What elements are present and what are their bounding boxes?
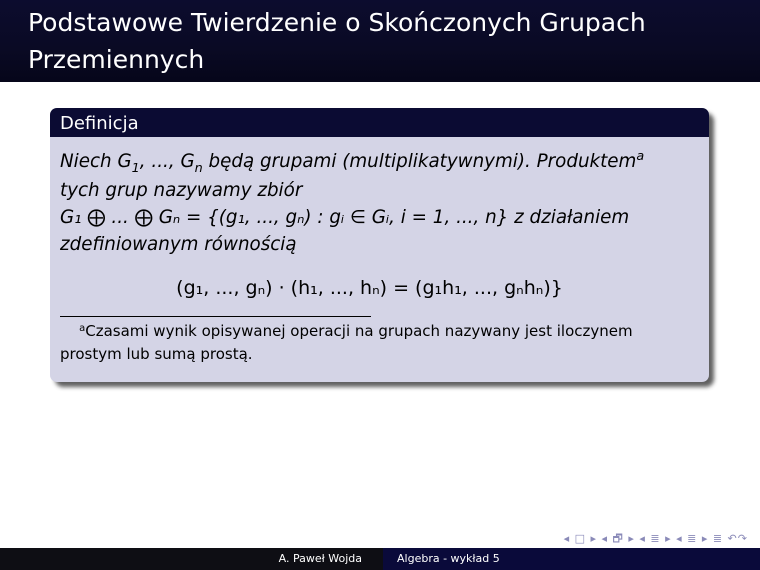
- definition-line-2: tych grup nazywamy zbiór: [60, 180, 303, 202]
- footnote-mark: a: [79, 323, 86, 335]
- block-body: [50, 137, 709, 366]
- footer-author: A. Paweł Wojda: [278, 552, 362, 565]
- footer-title-box: [383, 548, 760, 570]
- footnote: [60, 320, 699, 366]
- block-frame: [50, 108, 709, 382]
- text-niech-g: Niech G: [60, 151, 132, 173]
- beamer-navigation-icons[interactable]: ◂ □ ▸ ◂ 🗗 ▸ ◂ ≣ ▸ ◂ ≣ ▸ ≣ ↶↷: [563, 532, 748, 545]
- footnote-rule: [60, 316, 371, 317]
- footnote-text: Czasami wynik opisywanej operacji na grupach nazywany jest iloczynem prostym lub sumą prostą.: [60, 322, 633, 364]
- slide-title: Podstawowe Twierdzenie o Skończonych Grupach Przemiennych: [28, 8, 646, 74]
- text-dots-g: , ..., G: [139, 151, 195, 173]
- footer-bar: [0, 548, 760, 570]
- definition-line-3: G₁ ⨁ ... ⨁ Gₙ = {(g₁, ..., gₙ) : gᵢ ∈ Gᵢ, i = 1, ..., n} z działaniem: [60, 207, 630, 229]
- display-equation: (g₁, ..., gₙ) · (h₁, ..., hₙ) = (g₁h₁, ..., gₙhₙ)}: [176, 277, 563, 300]
- footnote-marker: a: [636, 149, 645, 164]
- footer-title: Algebra - wykład 5: [397, 552, 500, 565]
- text-groups: będą grupami (multiplikatywnymi). Produktem: [202, 151, 637, 173]
- subscript-n: n: [194, 160, 203, 176]
- footer-author-box: [0, 548, 383, 570]
- definition-line-1: [60, 143, 699, 177]
- block-heading: Definicja: [50, 108, 709, 137]
- subscript-1: 1: [131, 160, 140, 176]
- definition-block: [50, 108, 709, 382]
- definition-text: [60, 143, 699, 258]
- definition-line-4: zdefiniowanym równością: [60, 234, 297, 256]
- frame-title-bar: [0, 0, 760, 82]
